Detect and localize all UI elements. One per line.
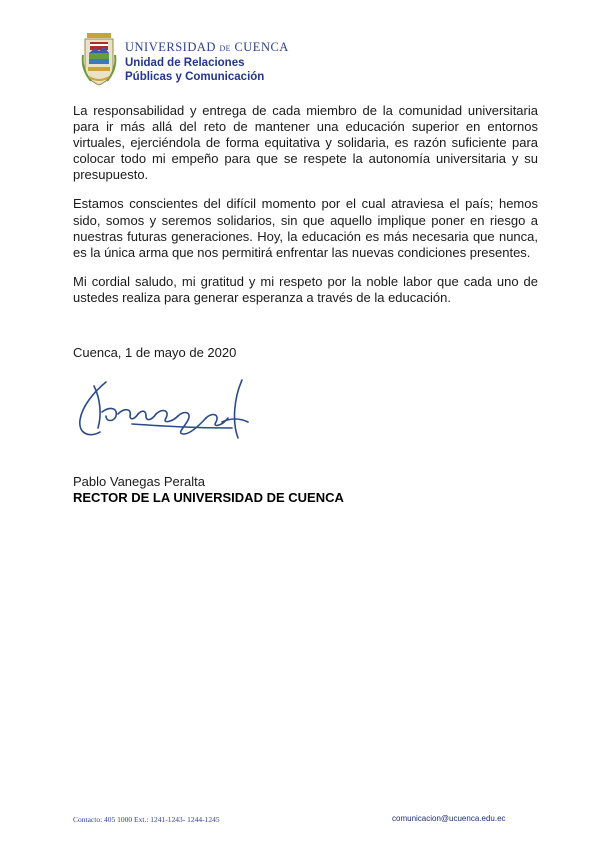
unit-name-line2: Públicas y Comunicación <box>125 71 265 83</box>
university-seal-logo <box>81 33 117 87</box>
signer-name: Pablo Vanegas Peralta <box>73 474 206 489</box>
footer-email: comunicacion@ucuenca.edu.ec <box>392 814 506 823</box>
letter-date: Cuenca, 1 de mayo de 2020 <box>73 345 237 360</box>
signer-block <box>73 474 344 506</box>
handwritten-signature <box>72 378 252 448</box>
footer-contact: Contacto: 405 1000 Ext.: 1241-1243- 1244-1245 <box>73 815 220 824</box>
institution-name: UNIVERSIDAD DE CUENCA <box>125 40 289 54</box>
letter-body <box>73 103 538 319</box>
signer-title: RECTOR DE LA UNIVERSIDAD DE CUENCA <box>73 490 344 505</box>
paragraph: Estamos conscientes del difícil momento por el cual atraviesa el país; hemos sido, somos y seremos solidarios, sin que aquello implique poner en riesgo a nuestras futuras generaciones. Hoy, la educación es más necesaria que nunca, es la única arma que nos permitirá enfrentar las nuevas condiciones presentes. <box>73 196 538 260</box>
letterhead <box>81 33 341 89</box>
unit-name-line1: Unidad de Relaciones <box>125 57 245 69</box>
institution-block <box>125 40 289 84</box>
paragraph: La responsabilidad y entrega de cada miembro de la comunidad universitaria para ir más allá del reto de mantener una educación superior en entornos virtuales, ejerciéndola de forma equitativa y solidaria, es razón suficiente para colocar todo mi empeño para que se respete la autonomía universitaria y su presupuesto. <box>73 103 538 183</box>
paragraph: Mi cordial saludo, mi gratitud y mi respeto por la noble labor que cada uno de ustedes realiza para generar esperanza a través de la educación. <box>73 273 538 305</box>
